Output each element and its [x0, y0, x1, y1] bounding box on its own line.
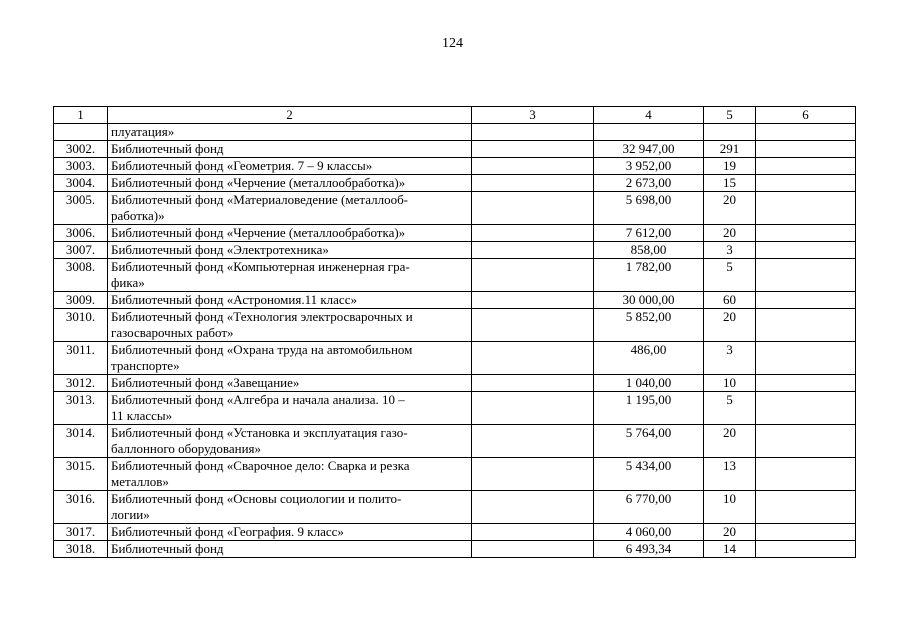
- header-col-6: 6: [756, 107, 856, 124]
- row-name-line: газосварочных работ»: [111, 325, 234, 340]
- row-col6-cell: [756, 292, 856, 309]
- row-number-cell: 3011.: [54, 342, 108, 375]
- row-number-cell: 3008.: [54, 259, 108, 292]
- row-col6-cell: [756, 392, 856, 425]
- row-number-cell: 3018.: [54, 541, 108, 558]
- table-row: [54, 342, 856, 375]
- row-name-cell: [108, 375, 472, 392]
- row-col3-cell: [472, 541, 594, 558]
- row-number-cell: [54, 124, 108, 141]
- row-amount-cell: 858,00: [594, 242, 704, 259]
- table-row: [54, 158, 856, 175]
- table-row: [54, 259, 856, 292]
- row-col3-cell: [472, 491, 594, 524]
- table-row: [54, 225, 856, 242]
- row-col3-cell: [472, 192, 594, 225]
- row-quantity-cell: [704, 124, 756, 141]
- row-col3-cell: [472, 124, 594, 141]
- row-name-cell: [108, 141, 472, 158]
- row-col6-cell: [756, 259, 856, 292]
- row-name-cell: [108, 342, 472, 375]
- row-number-cell: 3017.: [54, 524, 108, 541]
- row-name-line: плуатация»: [111, 124, 175, 139]
- row-col6-cell: [756, 192, 856, 225]
- row-number-cell: 3012.: [54, 375, 108, 392]
- row-col6-cell: [756, 491, 856, 524]
- header-col-4: 4: [594, 107, 704, 124]
- row-col3-cell: [472, 292, 594, 309]
- row-name-cell: [108, 425, 472, 458]
- row-number-cell: 3002.: [54, 141, 108, 158]
- header-col-2: 2: [108, 107, 472, 124]
- row-name-cell: [108, 192, 472, 225]
- row-col6-cell: [756, 342, 856, 375]
- row-name-line: металлов»: [111, 474, 169, 489]
- row-amount-cell: 3 952,00: [594, 158, 704, 175]
- table-row: [54, 192, 856, 225]
- row-name-line: транспорте»: [111, 358, 180, 373]
- asset-table: [53, 106, 856, 558]
- row-name-line: Библиотечный фонд «Технология электросварочных и: [111, 309, 413, 324]
- row-amount-cell: 2 673,00: [594, 175, 704, 192]
- row-col6-cell: [756, 309, 856, 342]
- row-amount-cell: 5 764,00: [594, 425, 704, 458]
- row-quantity-cell: 5: [704, 259, 756, 292]
- row-col3-cell: [472, 242, 594, 259]
- row-amount-cell: 1 195,00: [594, 392, 704, 425]
- row-name-cell: [108, 175, 472, 192]
- row-quantity-cell: 13: [704, 458, 756, 491]
- row-col6-cell: [756, 425, 856, 458]
- row-col6-cell: [756, 124, 856, 141]
- row-name-line: Библиотечный фонд «Алгебра и начала анализа. 10 –: [111, 392, 405, 407]
- row-quantity-cell: 5: [704, 392, 756, 425]
- row-amount-cell: 6 493,34: [594, 541, 704, 558]
- row-name-line: Библиотечный фонд «Черчение (металлообработка)»: [111, 175, 406, 190]
- row-col3-cell: [472, 141, 594, 158]
- row-number-cell: 3009.: [54, 292, 108, 309]
- row-col6-cell: [756, 175, 856, 192]
- row-number-cell: 3004.: [54, 175, 108, 192]
- table-row: [54, 541, 856, 558]
- table-row: [54, 458, 856, 491]
- table-row: [54, 425, 856, 458]
- row-amount-cell: 6 770,00: [594, 491, 704, 524]
- row-name-line: Библиотечный фонд «Охрана труда на автомобильном: [111, 342, 413, 357]
- row-amount-cell: 1 040,00: [594, 375, 704, 392]
- row-name-cell: [108, 292, 472, 309]
- row-name-line: баллонного оборудования»: [111, 441, 262, 456]
- row-quantity-cell: 3: [704, 242, 756, 259]
- row-number-cell: 3013.: [54, 392, 108, 425]
- row-number-cell: 3014.: [54, 425, 108, 458]
- row-amount-cell: [594, 124, 704, 141]
- row-name-cell: [108, 309, 472, 342]
- row-number-cell: 3015.: [54, 458, 108, 491]
- row-col3-cell: [472, 392, 594, 425]
- row-col6-cell: [756, 141, 856, 158]
- row-col3-cell: [472, 175, 594, 192]
- row-col3-cell: [472, 158, 594, 175]
- row-col6-cell: [756, 375, 856, 392]
- table-row: [54, 141, 856, 158]
- table-row: [54, 524, 856, 541]
- row-col3-cell: [472, 259, 594, 292]
- page-number: 124: [442, 36, 463, 51]
- row-number-cell: 3007.: [54, 242, 108, 259]
- row-col6-cell: [756, 541, 856, 558]
- row-name-cell: [108, 242, 472, 259]
- row-quantity-cell: 20: [704, 225, 756, 242]
- row-name-line: Библиотечный фонд: [111, 141, 224, 156]
- row-name-line: работка)»: [111, 208, 165, 223]
- table-header: [54, 107, 856, 124]
- row-name-line: Библиотечный фонд «Геометрия. 7 – 9 классы»: [111, 158, 373, 173]
- row-name-line: Библиотечный фонд «Сварочное дело: Сварка и резка: [111, 458, 410, 473]
- table-row: [54, 491, 856, 524]
- row-amount-cell: 4 060,00: [594, 524, 704, 541]
- row-name-cell: [108, 491, 472, 524]
- row-amount-cell: 486,00: [594, 342, 704, 375]
- row-quantity-cell: 19: [704, 158, 756, 175]
- row-col6-cell: [756, 242, 856, 259]
- row-name-line: Библиотечный фонд «Основы социологии и полито-: [111, 491, 402, 506]
- row-quantity-cell: 20: [704, 524, 756, 541]
- row-quantity-cell: 291: [704, 141, 756, 158]
- row-amount-cell: 5 698,00: [594, 192, 704, 225]
- row-name-cell: [108, 524, 472, 541]
- table-row: [54, 375, 856, 392]
- row-col3-cell: [472, 342, 594, 375]
- row-name-line: Библиотечный фонд «Астрономия.11 класс»: [111, 292, 357, 307]
- row-col3-cell: [472, 458, 594, 491]
- row-name-cell: [108, 225, 472, 242]
- row-col3-cell: [472, 524, 594, 541]
- row-name-line: Библиотечный фонд «Материаловедение (металлооб-: [111, 192, 409, 207]
- header-col-1: 1: [54, 107, 108, 124]
- row-quantity-cell: 10: [704, 375, 756, 392]
- row-quantity-cell: 15: [704, 175, 756, 192]
- row-amount-cell: 30 000,00: [594, 292, 704, 309]
- row-name-line: фика»: [111, 275, 145, 290]
- row-col6-cell: [756, 458, 856, 491]
- row-number-cell: 3003.: [54, 158, 108, 175]
- row-col3-cell: [472, 225, 594, 242]
- row-col3-cell: [472, 309, 594, 342]
- row-col3-cell: [472, 375, 594, 392]
- row-number-cell: 3006.: [54, 225, 108, 242]
- row-col6-cell: [756, 524, 856, 541]
- row-number-cell: 3016.: [54, 491, 108, 524]
- row-col6-cell: [756, 158, 856, 175]
- table-body: [54, 124, 856, 558]
- row-quantity-cell: 20: [704, 309, 756, 342]
- table-row: [54, 242, 856, 259]
- table-row: [54, 309, 856, 342]
- row-name-cell: [108, 541, 472, 558]
- row-quantity-cell: 60: [704, 292, 756, 309]
- row-name-line: 11 классы»: [111, 408, 173, 423]
- table-row: [54, 124, 856, 141]
- row-col6-cell: [756, 225, 856, 242]
- row-name-line: Библиотечный фонд «Компьютерная инженерная гра-: [111, 259, 410, 274]
- header-col-5: 5: [704, 107, 756, 124]
- row-amount-cell: 1 782,00: [594, 259, 704, 292]
- header-col-3: 3: [472, 107, 594, 124]
- row-quantity-cell: 3: [704, 342, 756, 375]
- row-col3-cell: [472, 425, 594, 458]
- header-row: [54, 107, 856, 124]
- row-amount-cell: 5 434,00: [594, 458, 704, 491]
- row-name-cell: [108, 124, 472, 141]
- row-amount-cell: 7 612,00: [594, 225, 704, 242]
- row-number-cell: 3005.: [54, 192, 108, 225]
- row-name-line: Библиотечный фонд «Черчение (металлообработка)»: [111, 225, 406, 240]
- row-amount-cell: 5 852,00: [594, 309, 704, 342]
- row-quantity-cell: 20: [704, 192, 756, 225]
- row-quantity-cell: 14: [704, 541, 756, 558]
- row-name-cell: [108, 392, 472, 425]
- row-amount-cell: 32 947,00: [594, 141, 704, 158]
- row-name-cell: [108, 158, 472, 175]
- row-name-line: логии»: [111, 507, 150, 522]
- table-row: [54, 175, 856, 192]
- row-quantity-cell: 10: [704, 491, 756, 524]
- table-row: [54, 292, 856, 309]
- row-name-cell: [108, 259, 472, 292]
- row-name-cell: [108, 458, 472, 491]
- row-name-line: Библиотечный фонд «Электротехника»: [111, 242, 329, 257]
- row-name-line: Библиотечный фонд: [111, 541, 224, 556]
- row-name-line: Библиотечный фонд «Завещание»: [111, 375, 300, 390]
- row-quantity-cell: 20: [704, 425, 756, 458]
- row-name-line: Библиотечный фонд «География. 9 класс»: [111, 524, 344, 539]
- row-name-line: Библиотечный фонд «Установка и эксплуатация газо-: [111, 425, 408, 440]
- row-number-cell: 3010.: [54, 309, 108, 342]
- table-row: [54, 392, 856, 425]
